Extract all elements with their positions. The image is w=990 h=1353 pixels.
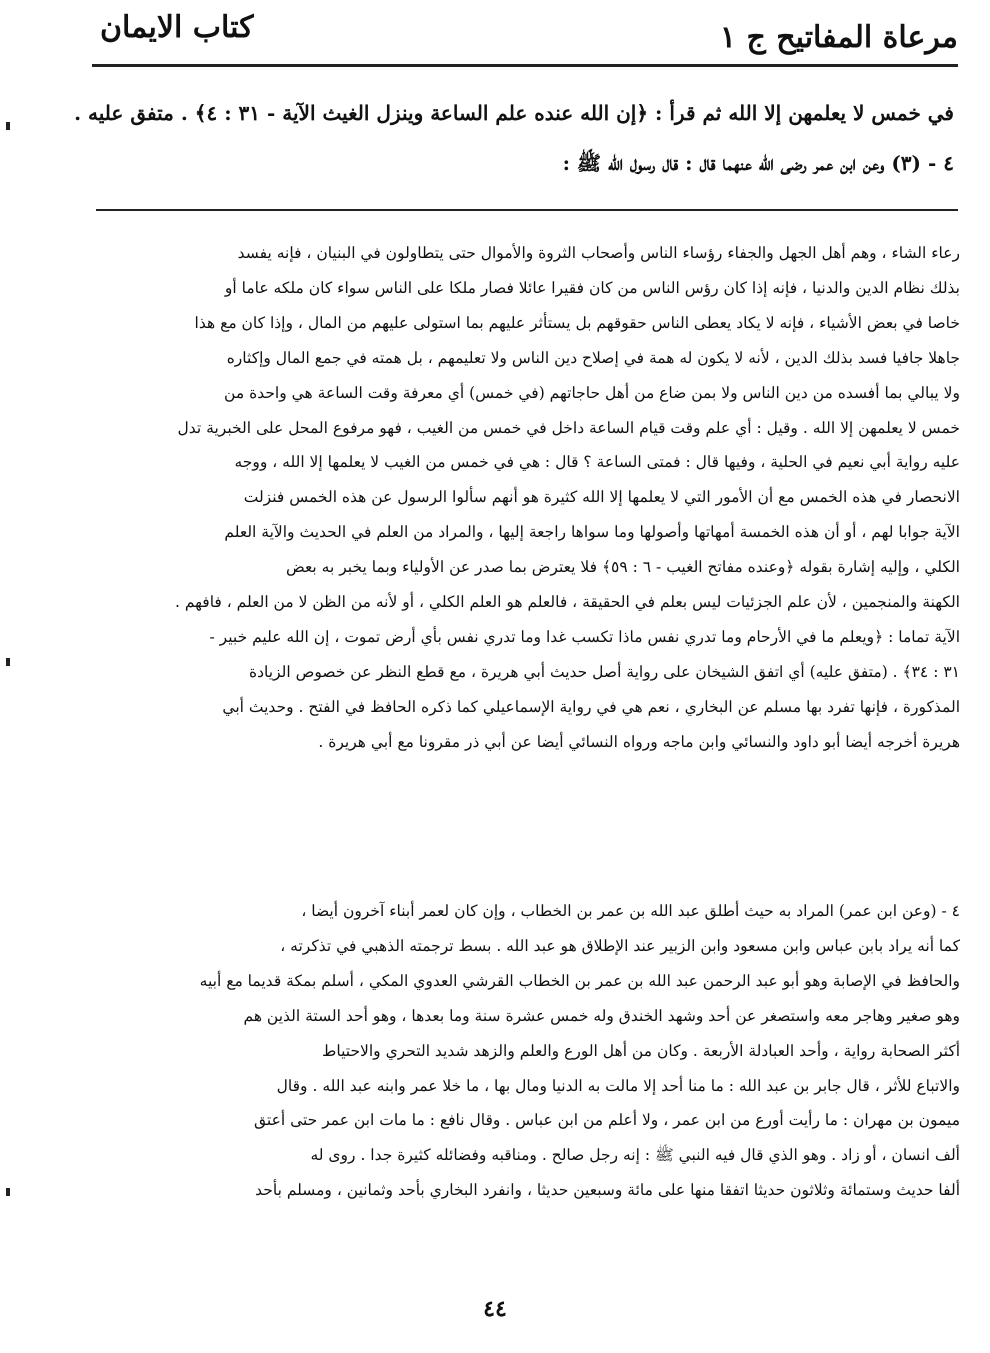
- margin-mark: [6, 122, 10, 130]
- hadith-line: في خمس لا يعلمهن إلا الله ثم قرأ : ﴿إن الله عنده علم الساعة وينزل الغيث الآية - ٣١ : ٤﴾ . متفق عليه .: [74, 101, 954, 125]
- header-rule: [92, 64, 958, 67]
- commentary-line: والاتباع للأثر ، قال جابر بن عبد الله : ما منا أحد إلا مالت به الدنيا ومال بها ، ما خلا عمر وابنه عبد الله . وقال: [276, 1076, 960, 1095]
- commentary-line: ولا يبالي بما أفسده من دين الناس ولا بمن ضاع من أهل حاجاتهم (في خمس) أي معرفة وقت الساعة هي واحدة من: [224, 383, 960, 402]
- commentary-line: خمس لا يعلمهن إلا الله . وقيل : أي علم وقت قيام الساعة داخل في خمس من الغيب ، فهو مرفوع المحل على الخبرية تدل: [177, 418, 960, 437]
- commentary-line: والحافظ في الإصابة وهو أبو عبد الرحمن عبد الله بن عمر بن الخطاب القرشي العدوي المكي ، أسلم بمكة قديما مع أبيه: [199, 971, 960, 990]
- commentary-line: خاصا في بعض الأشياء ، فإنه لا يكاد يعطى الناس حقوقهم بل يستأثر عليهم بما استولى عليهم من المال ، وإذا كان مع هذا: [194, 313, 960, 332]
- commentary-line: ٣١ : ٣٤﴾ . (متفق عليه) أي اتفق الشيخان على رواية أصل حديث أبي هريرة ، مع قطع النظر عن خصوص الزيادة: [249, 662, 960, 681]
- commentary-line: المذكورة ، فإنها تفرد بها مسلم عن البخاري ، نعم هي في رواية الإسماعيلي كما ذكره الحافظ في الفتح . وحديث أبي: [222, 697, 960, 716]
- commentary-line: الانحصار في هذه الخمس مع أن الأمور التي لا يعلمها إلا الله كثيرة هو أنهم سألوا الرسول عن هذه الخمس فنزلت: [243, 488, 960, 507]
- hadith-text: [74, 88, 954, 188]
- page-number: ٤٤: [483, 1296, 507, 1322]
- commentary-line: ألفا حديث وستمائة وثلاثون حديثا اتفقا منها على مائة وسبعين حديثا ، وانفرد البخاري بأحد وثمانين ، ومسلم بأحد: [255, 1181, 960, 1200]
- commentary-line: ميمون بن مهران : ما رأيت أورع من ابن عمر ، ولا أعلم من ابن عباس . وقال نافع : ما مات ابن عمر حتى أعتق: [254, 1111, 960, 1130]
- commentary-line: رعاء الشاء ، وهم أهل الجهل والجفاء رؤساء الناس وأصحاب الثروة والأموال حتى يتطاولون في البنيان ، فإنه يفسد: [237, 244, 960, 262]
- commentary-block-2: [92, 894, 960, 1208]
- commentary-block-1: [92, 236, 960, 760]
- book-title: مرعاة المفاتيح ج ١: [719, 20, 958, 55]
- commentary-line: ألف انسان ، أو زاد . وهو الذي قال فيه النبي ﷺ : إنه رجل صالح . ومناقبه وفضائله كثيرة جدا . روى له: [310, 1146, 960, 1165]
- commentary-line: أكثر الصحابة رواية ، وأحد العبادلة الأربعة . وكان من أهل الورع والعلم والزهد شديد التحري والاحتياط: [322, 1041, 960, 1060]
- hadith-line: ٤ - (٣) وعن ابن عمر رضى الله عنهما قال : قال رسول الله ﷺ :: [562, 151, 954, 175]
- commentary-line: الكهنة والمنجمين ، لأن علم الجزئيات ليس بعلم في الحقيقة ، فالعلم هو العلم الكلي ، أو لأنه من الظن لا من العلم ، فافهم .: [174, 593, 960, 612]
- margin-mark: [6, 1188, 10, 1196]
- commentary-line: الآية جوابا لهم ، أو أن هذه الخمسة أمهاتها وأصولها وما سواها راجعة إليها ، والمراد من العلم في الحديث والآية العلم: [224, 523, 960, 542]
- commentary-line: بذلك نظام الدين والدنيا ، فإنه إذا كان رؤس الناس من كان فقيرا عائلا فصار ملكا على الناس سواء كان ملكه عاما أو: [224, 278, 960, 297]
- commentary-line: جاهلا جافيا فسد بذلك الدين ، لأنه لا يكون له همة في إصلاح دين الناس ولا تعليمهم ، بل همته في جمع المال وإكثاره: [226, 348, 960, 367]
- margin-mark: [6, 658, 10, 666]
- commentary-line: الآية تماما : ﴿ويعلم ما في الأرحام وما تدري نفس ماذا تكسب غدا وما تدري نفس بأي أرض تموت ، إن الله عليم خبير -: [209, 627, 960, 646]
- commentary-line: ٤ - (وعن ابن عمر) المراد به حيث أطلق عبد الله بن عمر بن الخطاب ، وإن كان لعمر أبناء آخرون أيضا ،: [301, 902, 960, 920]
- text-commentary-divider: [96, 209, 958, 211]
- section-title: كتاب الايمان: [100, 10, 254, 45]
- commentary-line: هريرة أخرجه أيضا أبو داود والنسائي وابن ماجه ورواه النسائي أيضا عن أبي ذر مقرونا مع أبي هريرة .: [318, 732, 960, 751]
- commentary-line: كما أنه يراد بابن عباس وابن مسعود وابن الزبير عند الإطلاق هو عبد الله . بسط ترجمته الذهبي في تذكرته ،: [280, 936, 960, 955]
- running-header: [92, 8, 958, 64]
- commentary-line: عليه رواية أبي نعيم في الحلية ، وفيها قال : فمتى الساعة ؟ قال : هي في خمس من الغيب لا يعلمها إلا الله ، ووجه: [234, 453, 960, 472]
- commentary-line: وهو صغير وهاجر معه واستصغر عن أحد وشهد الخندق وله خمس عشرة سنة وما بعدها ، وهو أحد الستة الذين هم: [243, 1006, 960, 1025]
- commentary-line: الكلي ، وإليه إشارة بقوله ﴿وعنده مفاتح الغيب - ٦ : ٥٩﴾ فلا يعترض بما صدر عن الأولياء وبما يخبر به بعض: [285, 558, 960, 577]
